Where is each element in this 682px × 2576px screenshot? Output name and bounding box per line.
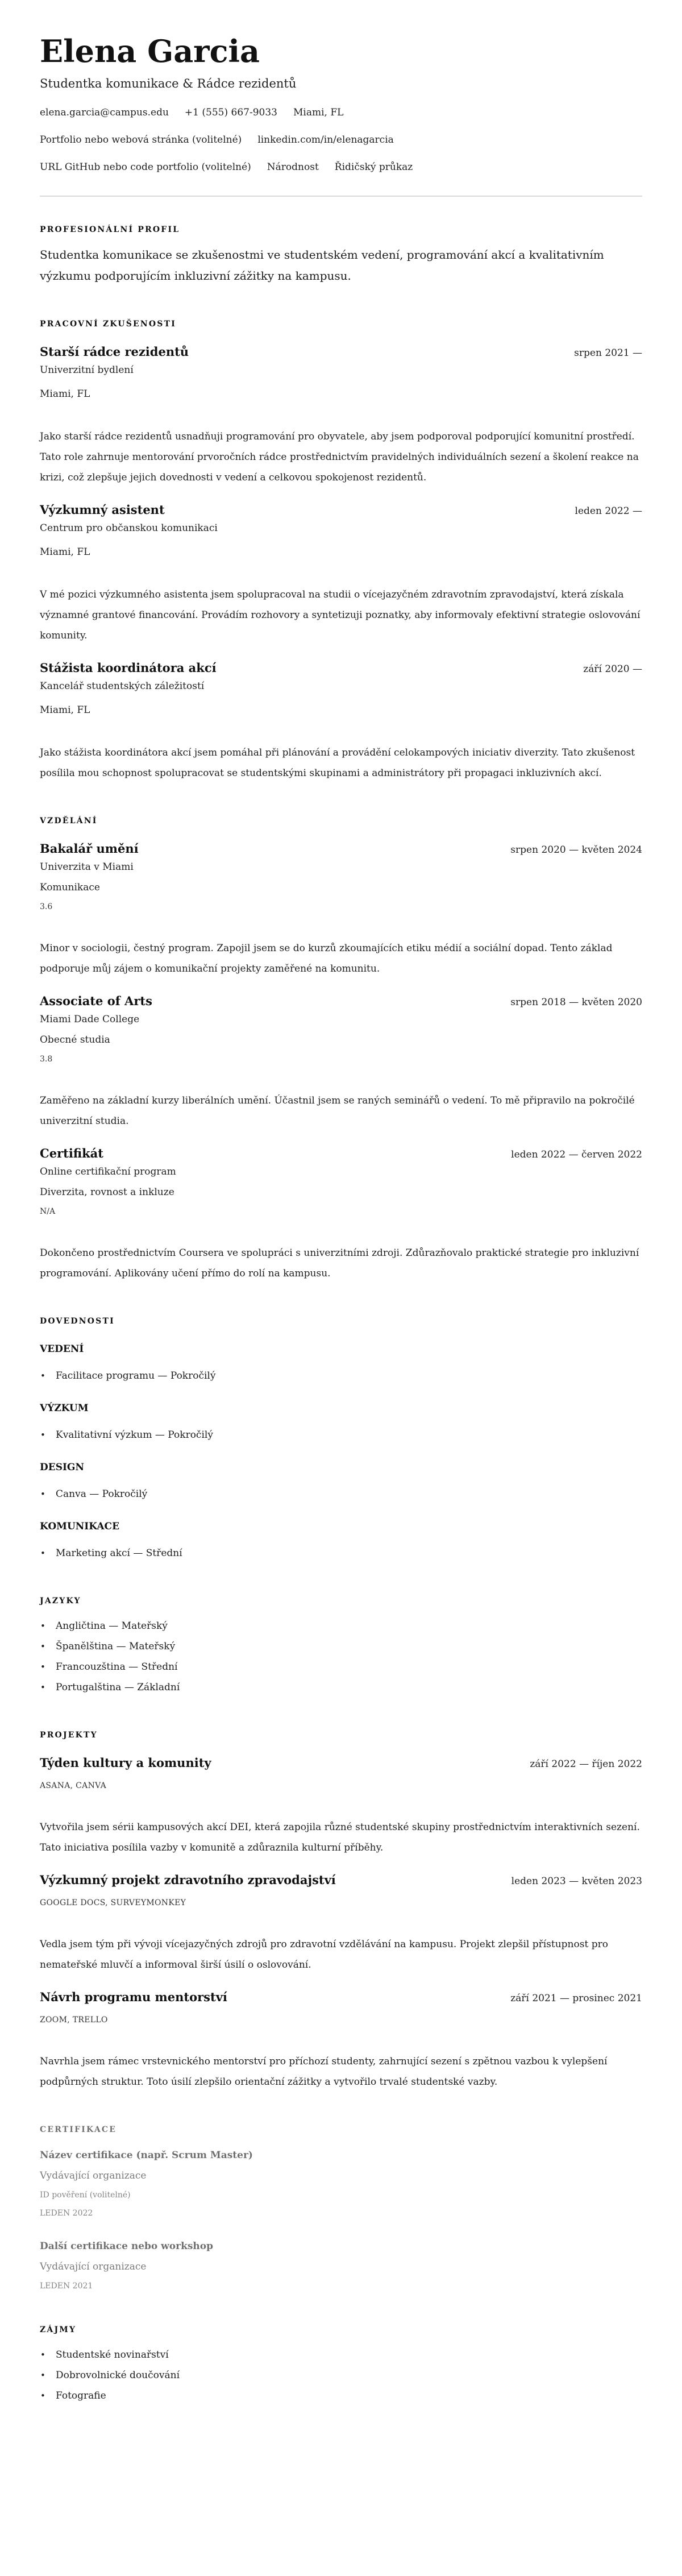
school-name: Online certifikační program xyxy=(40,1166,176,1177)
contact-row-3 xyxy=(40,160,642,174)
cert-title: Název certifikace (např. Scrum Master) xyxy=(40,2150,253,2161)
education-date: srpen 2018 — květen 2020 xyxy=(510,997,642,1008)
header-divider xyxy=(40,196,642,197)
job-company: Kancelář studentských záležitostí xyxy=(40,681,205,692)
section-title-education: VZDĚLÁNÍ xyxy=(40,816,98,826)
language-item: • Portugalština — Základní xyxy=(40,1677,642,1698)
profile-summary: Studentka komunikace se zkušenostmi ve studentském vedení, programování akcí a kvalitativním výzkumu podporujícím inkluzivní zážitky na kampusu. xyxy=(40,248,604,283)
education-entry xyxy=(40,840,642,979)
contact-row-2 xyxy=(40,133,642,147)
job-date: srpen 2021 — xyxy=(574,347,642,359)
cert-issuer: Vydávající organizace xyxy=(40,2170,147,2181)
cert-issuer: Vydávající organizace xyxy=(40,2261,147,2272)
section-title-interests: ZÁJMY xyxy=(40,2325,77,2334)
candidate-name: Elena Garcia xyxy=(40,33,260,69)
contact-email[interactable]: elena.garcia@campus.edu xyxy=(40,107,169,118)
language-list xyxy=(40,1616,642,1698)
profile-section xyxy=(40,224,642,287)
job-location: Miami, FL xyxy=(40,704,90,716)
gpa: 3.8 xyxy=(40,1055,53,1064)
skill-item: • Kvalitativní výzkum — Pokročilý xyxy=(40,1425,642,1445)
job-title: Starší rádce rezidentů xyxy=(40,345,189,359)
project-entry xyxy=(40,1754,642,1858)
degree-title: Certifikát xyxy=(40,1146,103,1160)
experience-entry xyxy=(40,343,642,488)
project-description: Vedla jsem tým při vývoji vícejazyčných zdrojů pro zdravotní vzdělávání na kampusu. Projekt zlepšil přístupnost pro nemateřské mluvčí a informoval širší úsilí o oslovování. xyxy=(40,1939,608,1971)
field-of-study: Obecné studia xyxy=(40,1034,110,1046)
education-description: Zaměřeno na základní kurzy liberálních umění. Účastnil jsem se raných seminářů o vedení. To mě připravilo na pokročilé univerzitní studia. xyxy=(40,1095,635,1127)
project-tech: ZOOM, TRELLO xyxy=(40,2015,108,2025)
skill-item: • Marketing akcí — Střední xyxy=(40,1543,642,1563)
degree-title: Associate of Arts xyxy=(40,994,152,1008)
project-description: Navrhla jsem rámec vrstevnického mentorství pro příchozí studenty, zahrnující sezení s zpětnou vazbou k vylepšení podpůrných struktur. Toto úsilí zlepšilo orientační zážitky a vytvořilo trvalé studentské vazby. xyxy=(40,2056,608,2088)
section-title-languages: JAZYKY xyxy=(40,1596,81,1606)
job-company: Centrum pro občanskou komunikaci xyxy=(40,522,218,534)
section-title-experience: PRACOVNÍ ZKUŠENOSTI xyxy=(40,320,176,329)
gpa: 3.6 xyxy=(40,902,53,911)
field-of-study: Diverzita, rovnost a inkluze xyxy=(40,1187,174,1198)
education-date: srpen 2020 — květen 2024 xyxy=(510,844,642,856)
interest-list xyxy=(40,2345,642,2406)
school-name: Miami Dade College xyxy=(40,1014,140,1025)
cert-title: Další certifikace nebo workshop xyxy=(40,2241,214,2252)
project-date: září 2021 — prosinec 2021 xyxy=(510,1993,642,2004)
education-description: Minor v sociologii, čestný program. Zapojil jsem se do kurzů zkoumajících etiku médií a sociální dopad. Tento základ podporuje můj zájem o komunikační projekty zaměřené na komunitu. xyxy=(40,943,613,974)
language-item: • Španělština — Mateřský xyxy=(40,1636,642,1657)
job-location: Miami, FL xyxy=(40,388,90,400)
job-title: Výzkumný asistent xyxy=(40,503,165,517)
section-title-projects: PROJEKTY xyxy=(40,1731,98,1740)
experience-entry xyxy=(40,501,642,646)
education-entry xyxy=(40,993,642,1131)
interest-item: • Studentské novinařství xyxy=(40,2345,642,2365)
education-entry xyxy=(40,1145,642,1284)
interests-section xyxy=(40,2324,642,2406)
skill-group-title: KOMUNIKACE xyxy=(40,1521,120,1532)
degree-title: Bakalář umění xyxy=(40,841,139,856)
project-tech: GOOGLE DOCS, SURVEYMONKEY xyxy=(40,1898,186,1907)
skill-group-title: DESIGN xyxy=(40,1462,84,1473)
contact-location: Miami, FL xyxy=(293,107,344,118)
project-title: Týden kultury a komunity xyxy=(40,1756,211,1770)
section-title-skills: DOVEDNOSTI xyxy=(40,1317,115,1326)
candidate-title: Studentka komunikace & Rádce rezidentů xyxy=(40,77,297,90)
project-entry xyxy=(40,1872,642,1975)
field-of-study: Komunikace xyxy=(40,882,100,893)
skill-list xyxy=(40,1366,642,1386)
section-title-certifications: CERTIFIKACE xyxy=(40,2125,117,2134)
education-description: Dokončeno prostřednictvím Coursera ve spolupráci s univerzitními zdroji. Zdůrazňovalo praktické strategie pro inkluzivní programování. Aplikovány učení přímo do rolí na kampusu. xyxy=(40,1247,639,1279)
project-title: Návrh programu mentorství xyxy=(40,1990,227,2004)
skills-section xyxy=(40,1316,642,1563)
languages-section xyxy=(40,1595,642,1698)
project-entry xyxy=(40,1989,642,2092)
contact-linkedin[interactable]: linkedin.com/in/elenagarcia xyxy=(257,134,394,146)
job-company: Univerzitní bydlení xyxy=(40,364,134,376)
education-section xyxy=(40,815,642,1284)
skill-list xyxy=(40,1543,642,1563)
cert-date: LEDEN 2022 xyxy=(40,2209,93,2218)
skill-group-title: VÝZKUM xyxy=(40,1403,89,1414)
projects-section xyxy=(40,1729,642,2092)
contact-drivers-license: Řidičský průkaz xyxy=(334,161,413,173)
resume-header xyxy=(40,33,642,174)
job-title: Stážista koordinátora akcí xyxy=(40,661,217,675)
cert-credential-id: ID pověření (volitelné) xyxy=(40,2191,131,2200)
contact-row-1 xyxy=(40,106,642,119)
job-date: září 2020 — xyxy=(583,663,642,675)
project-tech: ASANA, CANVA xyxy=(40,1781,107,1790)
job-description: Jako starší rádce rezidentů usnadňuji programování pro obyvatele, aby jsem podporoval podporující komunitní prostředí. Tato role zahrnuje mentorování prvoročních rádce prostřednictvím pravidelných individuálních sezení a školení reakce na krizi, což zlepšuje jejich dovednosti v vedení a celkovou spokojenost rezidentů. xyxy=(40,431,639,483)
skill-item: • Facilitace programu — Pokročilý xyxy=(40,1366,642,1386)
contact-phone[interactable]: +1 (555) 667-9033 xyxy=(184,107,277,118)
contact-portfolio[interactable]: Portfolio nebo webová stránka (volitelné) xyxy=(40,134,242,146)
school-name: Univerzita v Miami xyxy=(40,861,134,873)
education-date: leden 2022 — červen 2022 xyxy=(511,1149,642,1160)
project-date: září 2022 — říjen 2022 xyxy=(530,1758,642,1770)
project-title: Výzkumný projekt zdravotního zpravodajství xyxy=(40,1873,336,1887)
job-date: leden 2022 — xyxy=(575,505,642,517)
certifications-section xyxy=(40,2124,642,2292)
section-title-profile: PROFESIONÁLNÍ PROFIL xyxy=(40,225,180,234)
skill-list xyxy=(40,1425,642,1445)
experience-entry xyxy=(40,659,642,783)
experience-section xyxy=(40,318,642,783)
interest-item: • Dobrovolnické doučování xyxy=(40,2365,642,2386)
job-location: Miami, FL xyxy=(40,546,90,558)
job-description: Jako stážista koordinátora akcí jsem pomáhal při plánování a provádění celokampových iniciativ diverzity. Tato zkušenost posílila mou schopnost spolupracovat se studentskými skupinami a administrátory při propagaci inkluzivních akcí. xyxy=(40,747,635,779)
gpa: N/A xyxy=(40,1207,56,1216)
project-description: Vytvořila jsem sérii kampusových akcí DEI, která zapojila různé studentské skupiny prostřednictvím interaktivních sezení. Tato iniciativa posílila vazby v komunitě a zdůraznila kulturní příběhy. xyxy=(40,1822,640,1853)
contact-nationality: Národnost xyxy=(267,161,319,173)
cert-date: LEDEN 2021 xyxy=(40,2282,93,2291)
skill-list xyxy=(40,1484,642,1504)
language-item: • Francouzština — Střední xyxy=(40,1657,642,1677)
skill-group-title: VEDENÍ xyxy=(40,1343,84,1355)
job-description: V mé pozici výzkumného asistenta jsem spolupracoval na studii o vícejazyčném zdravotním zpravodajství, která získala významné grantové financování. Provádím rozhovory a syntetizuji poznatky, aby informovaly efektivní strategie oslovování komunity. xyxy=(40,589,641,641)
language-item: • Angličtina — Mateřský xyxy=(40,1616,642,1636)
interest-item: • Fotografie xyxy=(40,2386,642,2406)
project-date: leden 2023 — květen 2023 xyxy=(511,1876,642,1887)
contact-github[interactable]: URL GitHub nebo code portfolio (volitelné) xyxy=(40,161,251,173)
skill-item: • Canva — Pokročilý xyxy=(40,1484,642,1504)
